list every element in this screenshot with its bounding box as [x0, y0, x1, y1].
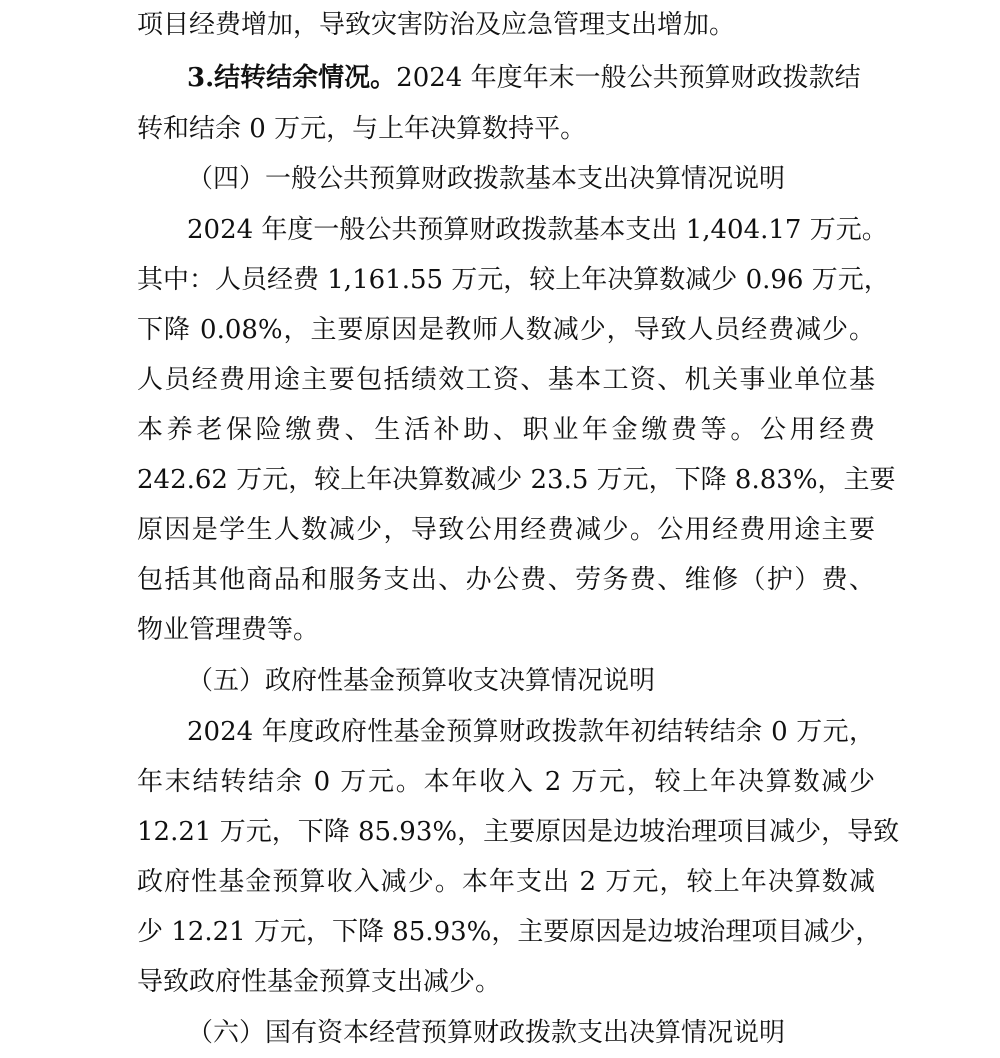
paragraph-line: 少 12.21 万元，下降 85.93%，主要原因是边坡治理项目减少，	[137, 917, 882, 947]
paragraph-line: 包括其他商品和服务支出、办公费、劳务费、维修（护）费、	[137, 565, 875, 595]
paragraph-line: 12.21 万元，下降 85.93%，主要原因是边坡治理项目减少，导致	[137, 817, 900, 847]
paragraph-line: 2024 年度一般公共预算财政拨款基本支出 1,404.17 万元。	[187, 215, 888, 245]
section-six-heading: （六）国有资本经营预算财政拨款支出决算情况说明	[187, 1018, 786, 1048]
paragraph-line: 导致政府性基金预算支出减少。	[137, 967, 502, 997]
section-3-line	[187, 53, 875, 103]
section-four-heading: （四）一般公共预算财政拨款基本支出决算情况说明	[187, 164, 786, 194]
paragraph-line: 242.62 万元，较上年决算数减少 23.5 万元，下降 8.83%，主要	[137, 465, 896, 495]
paragraph-line: 下降 0.08%，主要原因是教师人数减少，导致人员经费减少。	[137, 315, 875, 345]
paragraph-line: 人员经费用途主要包括绩效工资、基本工资、机关事业单位基	[137, 365, 875, 395]
section-five-heading: （五）政府性基金预算收支决算情况说明	[187, 666, 656, 696]
section-3-heading: 3.结转结余情况。	[187, 63, 397, 93]
paragraph-line: 转和结余 0 万元，与上年决算数持平。	[137, 114, 587, 144]
paragraph-line: 原因是学生人数减少，导致公用经费减少。公用经费用途主要	[137, 515, 875, 545]
paragraph-line: 其中：人员经费 1,161.55 万元，较上年决算数减少 0.96 万元，	[137, 265, 890, 295]
paragraph-line: 项目经费增加，导致灾害防治及应急管理支出增加。	[137, 10, 736, 40]
paragraph-line: 2024 年度政府性基金预算财政拨款年初结转结余 0 万元，	[187, 717, 875, 747]
section-3-text: 2024 年度年末一般公共预算财政拨款结	[396, 63, 861, 93]
paragraph-line: 政府性基金预算收入减少。本年支出 2 万元，较上年决算数减	[137, 867, 875, 897]
paragraph-line: 物业管理费等。	[137, 615, 320, 645]
paragraph-line: 本养老保险缴费、生活补助、职业年金缴费等。公用经费	[137, 415, 875, 445]
paragraph-line: 年末结转结余 0 万元。本年收入 2 万元，较上年决算数减少	[137, 767, 875, 797]
